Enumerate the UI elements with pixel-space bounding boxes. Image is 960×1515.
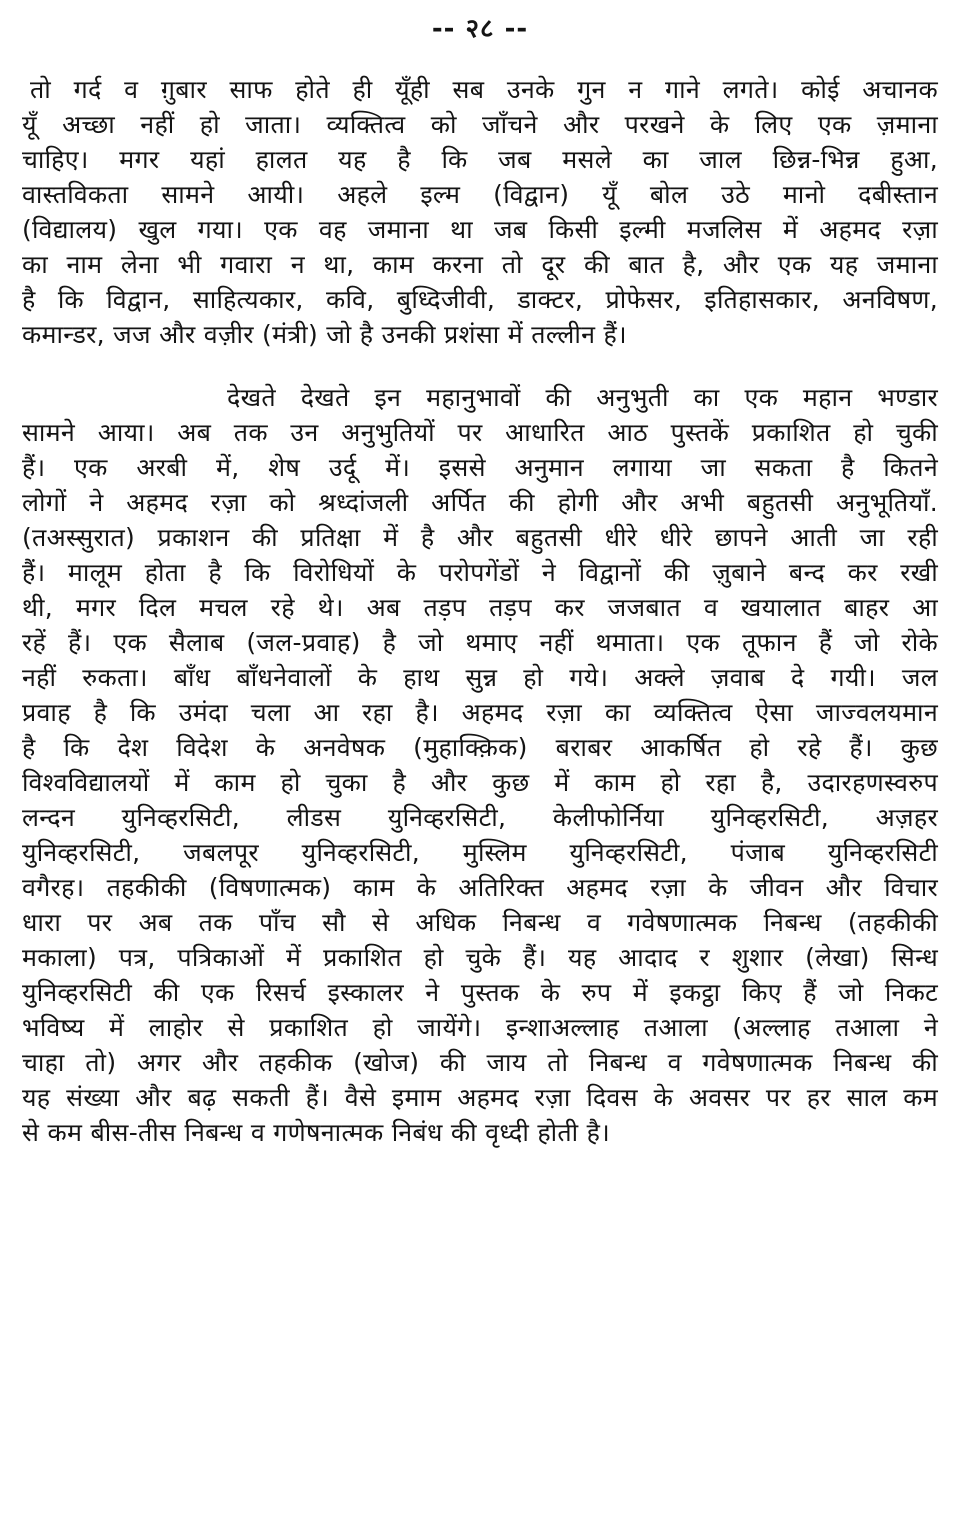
text-line: भविष्य में लाहोर से प्रकाशित हो जायेंगे। इन्शाअल्लाह तआला (अल्लाह तआला ने [22,1013,938,1042]
text-line: यह संख्या और बढ़ सकती हैं। वैसे इमाम अहमद रज़ा दिवस के अवसर पर हर साल कम [22,1083,938,1112]
paragraph-1 [22,72,938,352]
text-line: है कि विद्वान, साहित्यकार, कवि, बुध्दिजीवी, डाक्टर, प्रोफेसर, इतिहासकार, अनविषण, [22,285,938,314]
text-line: लन्दन युनिव्हरसिटी, लीडस युनिव्हरसिटी, केलीफोर्निया युनिव्हरसिटी, अज़हर [22,803,938,832]
text-line: युनिव्हरसिटी की एक रिसर्च इस्कालर ने पुस्तक के रुप में इकट्ठा किए हैं जो निकट [22,978,938,1007]
text-line: (विद्यालय) खुल गया। एक वह जमाना था जब किसी इल्मी मजलिस में अहमद रज़ा [22,215,938,244]
text-line: प्रवाह है कि उमंदा चला आ रहा है। अहमद रज़ा का व्यक्तित्व ऐसा जाज्वलयमान [22,698,938,727]
body-text [22,72,938,1150]
text-line: वगैरह। तहकीकी (विषणात्मक) काम के अतिरिक्त अहमद रज़ा के जीवन और विचार [22,873,938,902]
text-line: चाहा तो) अगर और तहकीक (खोज) की जाय तो निबन्ध व गवेषणात्मक निबन्ध की [22,1048,938,1077]
text-line: देखते देखते इन महानुभावों की अनुभुती का एक महान भण्डार [227,383,938,412]
text-line: नहीं रुकता। बाँध बाँधनेवालों के हाथ सुन्न हो गये। अक्ले ज़वाब दे गयी। जल [22,663,938,692]
text-line: लोगों ने अहमद रज़ा को श्रध्दांजली अर्पित की होगी और अभी बहुतसी अनुभूतियाँ. [22,488,938,517]
text-line: से कम बीस-तीस निबन्ध व गणेषनात्मक निबंध की वृध्दी होती है। [22,1118,611,1147]
text-line: धारा पर अब तक पाँच सौ से अधिक निबन्ध व गवेषणात्मक निबन्ध (तहकीकी [22,908,938,937]
text-line: तो गर्द व ग़ुबार साफ होते ही यूँही सब उनके गुन न गाने लगते। कोई अचानक [30,75,938,104]
text-line: यूँ अच्छा नहीं हो जाता। व्यक्तित्व को जाँचने और परखने के लिए एक ज़माना [22,110,938,139]
text-line: का नाम लेना भी गवारा न था, काम करना तो दूर की बात है, और एक यह जमाना [22,250,938,279]
text-line: मकाला) पत्र, पत्रिकाओं में प्रकाशित हो चुके हैं। यह आदाद र शुशार (लेखा) सिन्ध [22,943,938,972]
text-line: वास्तविकता सामने आयी। अहले इल्म (विद्वान) यूँ बोल उठे मानो दबीस्तान [22,180,938,209]
text-line: विश्वविद्यालयों में काम हो चुका है और कुछ में काम हो रहा है, उदारहणस्वरुप [22,768,938,797]
text-line: हैं। मालूम होता है कि विरोधियों के परोपगेंडों ने विद्वानों की ज़ुबाने बन्द कर रखी [22,558,938,587]
page-number: -- २८ -- [431,14,529,44]
text-line: है कि देश विदेश के अनवेषक (मुहाक्क़िक) बराबर आकर्षित हो रहे हैं। कुछ [22,733,938,762]
text-line: सामने आया। अब तक उन अनुभुतियों पर आधारित आठ पुस्तकें प्रकाशित हो चुकी [22,418,938,447]
text-line: रहें हैं। एक सैलाब (जल-प्रवाह) है जो थमाए नहीं थमाता। एक तूफान हैं जो रोके [22,628,938,657]
text-line: युनिव्हरसिटी, जबलपूर युनिव्हरसिटी, मुस्लिम युनिव्हरसिटी, पंजाब युनिव्हरसिटी [22,838,938,867]
text-line: चाहिए। मगर यहां हालत यह है कि जब मसले का जाल छिन्न-भिन्न हुआ, [22,145,938,174]
text-line: हैं। एक अरबी में, शेष उर्दू में। इससे अनुमान लगाया जा सकता है कितने [22,453,938,482]
text-line: (तअस्सुरात) प्रकाशन की प्रतिक्षा में है और बहुतसी धीरे धीरे छापने आती जा रही [22,523,938,552]
paragraph-2 [22,380,938,1150]
text-line: कमान्डर, जज और वज़ीर (मंत्री) जो है उनकी प्रशंसा में तल्लीन हैं। [22,320,627,349]
paragraph-spacer [22,352,938,380]
text-line: थी, मगर दिल मचल रहे थे। अब तड़प तड़प कर जजबात व खयालात बाहर आ [22,593,938,622]
